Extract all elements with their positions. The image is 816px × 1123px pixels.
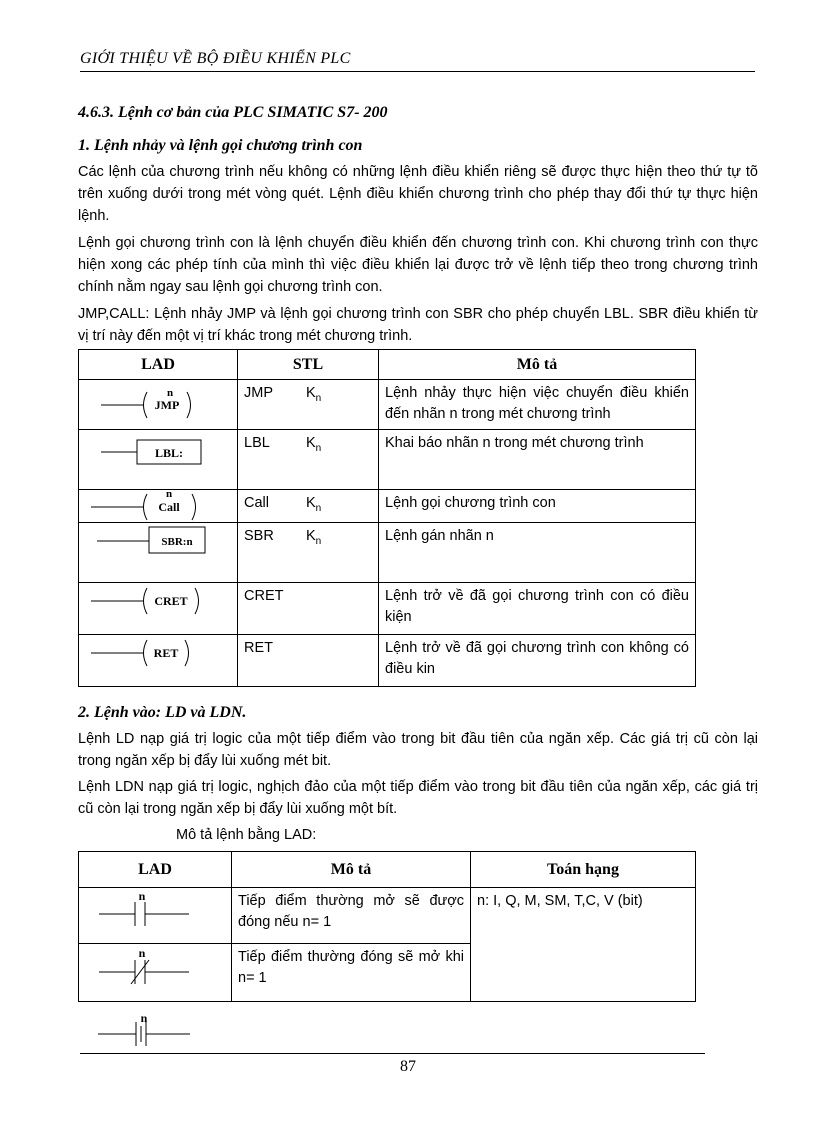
- paragraph: JMP,CALL: Lệnh nhảy JMP và lệnh gọi chương trình con SBR cho phép chuyển LBL. SBR điều khiển từ vị trí này đến một vị trí khác trong mét chương trình.: [78, 306, 758, 344]
- table-row: [79, 582, 696, 634]
- stl-op: JMP: [244, 385, 273, 401]
- stl-arg: K: [306, 495, 316, 511]
- coil-label: JMP: [154, 398, 180, 412]
- stl-op: CRET: [244, 587, 284, 604]
- table-row: [79, 490, 696, 523]
- description-cell: Lệnh trở về đã gọi chương trình con có điều kiện: [379, 582, 696, 634]
- description-cell: Tiếp điểm thường mở sẽ được đóng nếu n= 1: [232, 888, 471, 944]
- lad-cell: [79, 944, 232, 1002]
- contact-param: n: [138, 946, 146, 960]
- stl-arg: K: [306, 527, 316, 544]
- normally-open-contact-symbol: [79, 888, 229, 942]
- subsection-1-heading: 1. Lệnh nhảy và lệnh gọi chương trình con: [78, 137, 363, 154]
- column-header: STL: [238, 350, 379, 380]
- lad-cell: [79, 634, 238, 686]
- contact-param: n: [140, 1012, 148, 1025]
- paragraph: Lệnh LD nạp giá trị logic của một tiếp điểm vào trong bit đầu tiên của ngăn xếp. Các giá trị cũ còn lại trong ngăn xếp bị đẩy lùi xuống mét bit.: [78, 731, 758, 769]
- table-row: [79, 522, 696, 582]
- coil-label: CRET: [154, 593, 188, 608]
- coil-label: Call: [158, 500, 180, 514]
- column-header: LAD: [79, 350, 238, 380]
- stl-op: SBR: [244, 527, 274, 544]
- description-cell: Lệnh gọi chương trình con: [379, 490, 696, 523]
- paragraph: Các lệnh của chương trình nếu không có những lệnh điều khiển riêng sẽ được thực hiện theo thứ tự tõ trên xuống dưới trong mét vòng quét. Lệnh điều khiển chương trình cho phép thay đổi thứ tự thực hiện lệnh.: [78, 164, 758, 224]
- description-cell: Lệnh gán nhãn n: [379, 522, 696, 582]
- column-header: Mô tả: [379, 350, 696, 380]
- stl-arg: K: [306, 435, 316, 451]
- stl-sub: n: [315, 502, 322, 514]
- stl-sub: n: [315, 535, 322, 547]
- stl-sub: n: [315, 392, 322, 404]
- coil-param: n: [166, 387, 174, 399]
- jmp-coil-symbol: [79, 380, 225, 428]
- box-label: SBR:n: [161, 535, 193, 548]
- sbr-box-symbol: [79, 523, 225, 581]
- lad-cell: [79, 430, 238, 490]
- paragraph: Lệnh gọi chương trình con là lệnh chuyển điều khiển đến chương trình con. Khi chương trình con thực hiện xong các phép tính của mình thì việc điều khiển lại được trở về lệnh tiếp theo trong chương trình chính nằm ngay sau lệnh gọi chương trình con.: [78, 235, 758, 295]
- trailing-contact-symbol: [78, 1012, 228, 1052]
- stl-cell: [238, 430, 379, 490]
- stl-cell: [238, 522, 379, 582]
- lad-cell: [79, 582, 238, 634]
- lad-cell: [79, 888, 232, 944]
- normally-closed-contact-symbol: [79, 944, 229, 1000]
- stl-op: RET: [244, 639, 273, 656]
- column-header: Mô tả: [232, 852, 471, 888]
- call-coil-symbol: [79, 490, 225, 520]
- stl-sub: n: [315, 442, 322, 454]
- paragraph: Lệnh LDN nạp giá trị logic, nghịch đảo của một tiếp điểm vào trong bit đầu tiên của ngăn xếp, các giá trị cũ còn lại trong ngăn xếp bị đẩy lùi xuống một bít.: [78, 779, 758, 817]
- table-row: [79, 430, 696, 490]
- section-title: 4.6.3. Lệnh cơ bản của PLC SIMATIC S7- 200: [78, 104, 388, 121]
- description-cell: Lệnh nhảy thực hiện việc chuyển điều khiển đến nhãn n trong mét chương trình: [379, 380, 696, 430]
- contact-param: n: [138, 889, 146, 903]
- description-cell: Lệnh trở về đã gọi chương trình con không có điều kin: [379, 634, 696, 686]
- lbl-box-symbol: [79, 430, 225, 488]
- lad-cell: [79, 490, 238, 523]
- table-row: [79, 380, 696, 430]
- table-row: [79, 634, 696, 686]
- page-number: 87: [400, 1058, 416, 1075]
- header-divider: [80, 71, 755, 72]
- lad-cell: [79, 380, 238, 430]
- stl-op: LBL: [244, 435, 270, 451]
- operand-cell: n: I, Q, M, SM, T,C, V (bit): [471, 888, 696, 1002]
- jump-call-table: [78, 349, 696, 687]
- table-row: [79, 888, 696, 944]
- column-header: Toán hạng: [471, 852, 696, 888]
- coil-param: n: [165, 488, 173, 500]
- description-cell: Tiếp điểm thường đóng sẽ mở khi n= 1: [232, 944, 471, 1002]
- ld-ldn-table: [78, 851, 696, 1002]
- running-header: GIỚI THIỆU VỀ BỘ ĐIỀU KHIỂN PLC: [80, 50, 351, 67]
- stl-op: Call: [244, 495, 269, 511]
- stl-cell: [238, 634, 379, 686]
- column-header: LAD: [79, 852, 232, 888]
- coil-label: RET: [153, 645, 179, 660]
- stl-cell: [238, 490, 379, 523]
- subsection-2-heading: 2. Lệnh vào: LD và LDN.: [78, 704, 247, 721]
- caption: Mô tả lệnh bằng LAD:: [176, 827, 317, 843]
- ret-coil-symbol: [79, 635, 225, 685]
- footer-divider: [80, 1053, 705, 1054]
- stl-arg: K: [306, 385, 316, 401]
- cret-coil-symbol: [79, 583, 225, 633]
- stl-cell: [238, 582, 379, 634]
- description-cell: Khai báo nhãn n trong mét chương trình: [379, 430, 696, 490]
- lad-cell: [79, 522, 238, 582]
- box-label: LBL:: [154, 446, 184, 460]
- stl-cell: [238, 380, 379, 430]
